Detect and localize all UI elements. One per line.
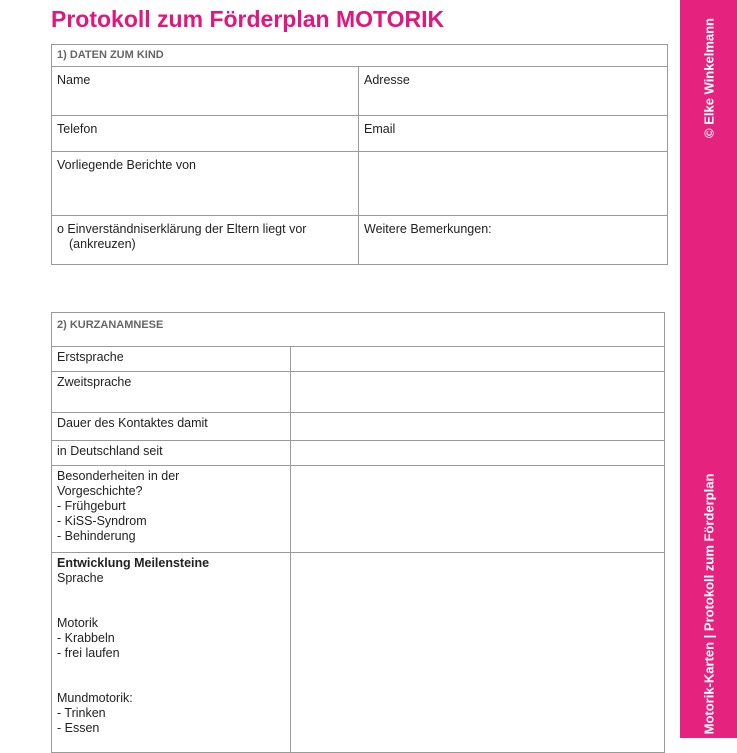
telefon-field[interactable] bbox=[52, 116, 359, 152]
adresse-field[interactable] bbox=[359, 67, 668, 116]
besonderheiten-item: - Frühgeburt bbox=[57, 499, 126, 513]
mundmotorik-item: - Trinken bbox=[57, 706, 106, 720]
bemerkungen-label: Weitere Bemerkungen: bbox=[364, 222, 492, 236]
daten-zum-kind-table bbox=[51, 44, 668, 265]
einverstaendnis-checkbox[interactable] bbox=[52, 216, 359, 265]
besonderheiten-line1: Besonderheiten in der bbox=[57, 469, 180, 483]
entwicklung-heading: Entwicklung Meilensteine bbox=[57, 556, 210, 570]
motorik-item: - Krabbeln bbox=[57, 631, 115, 645]
sidebar-caption: Motorik-Karten | Protokoll zum Förderplan bbox=[701, 473, 717, 735]
name-label: Name bbox=[57, 73, 91, 87]
besonderheiten-line2: Vorgeschichte? bbox=[57, 484, 143, 498]
erstsprache-field[interactable] bbox=[291, 347, 665, 372]
deutschland-label: in Deutschland seit bbox=[52, 441, 291, 466]
entwicklung-field[interactable] bbox=[291, 553, 665, 753]
adresse-label: Adresse bbox=[364, 73, 410, 87]
section1-header: 1) DATEN ZUM KIND bbox=[52, 45, 668, 67]
besonderheiten-item: - KiSS-Syndrom bbox=[57, 514, 147, 528]
deutschland-field[interactable] bbox=[291, 441, 665, 466]
erstsprache-label: Erstsprache bbox=[52, 347, 291, 372]
motorik-item: - frei laufen bbox=[57, 646, 120, 660]
ankreuzen-label: (ankreuzen) bbox=[69, 237, 136, 251]
motorik-label: Motorik bbox=[57, 616, 98, 630]
kurzanamnese-table bbox=[51, 312, 665, 753]
mundmotorik-label: Mundmotorik: bbox=[57, 691, 133, 705]
sprache-label: Sprache bbox=[57, 571, 104, 585]
berichte-label: Vorliegende Berichte von bbox=[57, 158, 196, 172]
dauer-label: Dauer des Kontaktes damit bbox=[52, 413, 291, 441]
berichte-field[interactable] bbox=[359, 152, 668, 216]
entwicklung-cell bbox=[52, 553, 291, 753]
section2-header: 2) KURZANAMNESE bbox=[52, 313, 665, 347]
email-field[interactable] bbox=[359, 116, 668, 152]
bemerkungen-field[interactable] bbox=[359, 216, 668, 265]
page-title: Protokoll zum Förderplan MOTORIK bbox=[51, 6, 445, 32]
einverstaendnis-label: o Einverständniserklärung der Eltern liegt vor bbox=[57, 222, 307, 236]
besonderheiten-item: - Behinderung bbox=[57, 529, 136, 543]
mundmotorik-item: - Essen bbox=[57, 721, 100, 735]
besonderheiten-field[interactable] bbox=[291, 466, 665, 553]
berichte-label-cell bbox=[52, 152, 359, 216]
besonderheiten-cell bbox=[52, 466, 291, 553]
zweitsprache-label: Zweitsprache bbox=[52, 372, 291, 413]
copyright-text: © Elke Winkelmann bbox=[701, 18, 717, 138]
dauer-field[interactable] bbox=[291, 413, 665, 441]
email-label: Email bbox=[364, 122, 396, 136]
name-field[interactable] bbox=[52, 67, 359, 116]
zweitsprache-field[interactable] bbox=[291, 372, 665, 413]
telefon-label: Telefon bbox=[57, 122, 98, 136]
